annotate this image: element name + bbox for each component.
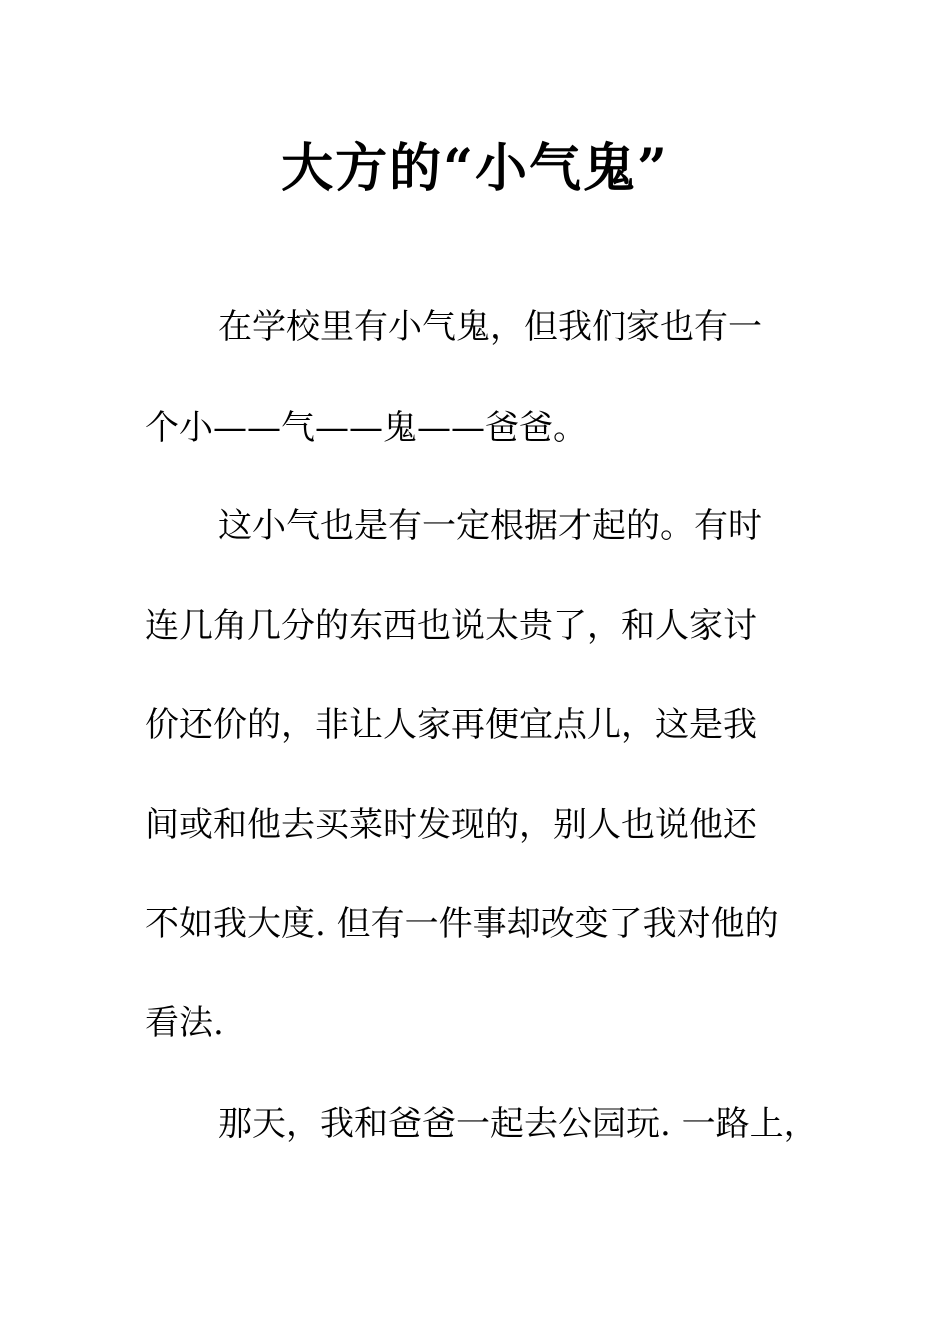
paragraph-line: 看法. bbox=[145, 1003, 224, 1043]
paragraph-line: 这小气也是有一定根据才起的。有时 bbox=[218, 506, 762, 546]
paragraph-line: 那天，我和爸爸一起去公园玩. 一路上， bbox=[218, 1104, 818, 1144]
paragraph-line: 连几角几分的东西也说太贵了，和人家讨 bbox=[145, 606, 757, 646]
paragraph-line: 不如我大度. 但有一件事却改变了我对他的 bbox=[145, 904, 779, 944]
paragraph-line: 在学校里有小气鬼，但我们家也有一 bbox=[218, 307, 762, 347]
paragraph-line: 价还价的，非让人家再便宜点儿，这是我 bbox=[145, 705, 757, 745]
document-title: 大方的“小气鬼” bbox=[281, 138, 669, 199]
paragraph-line: 个小——气——鬼——爸爸。 bbox=[145, 408, 587, 448]
paragraph-line: 间或和他去买菜时发现的，别人也说他还 bbox=[145, 805, 757, 845]
